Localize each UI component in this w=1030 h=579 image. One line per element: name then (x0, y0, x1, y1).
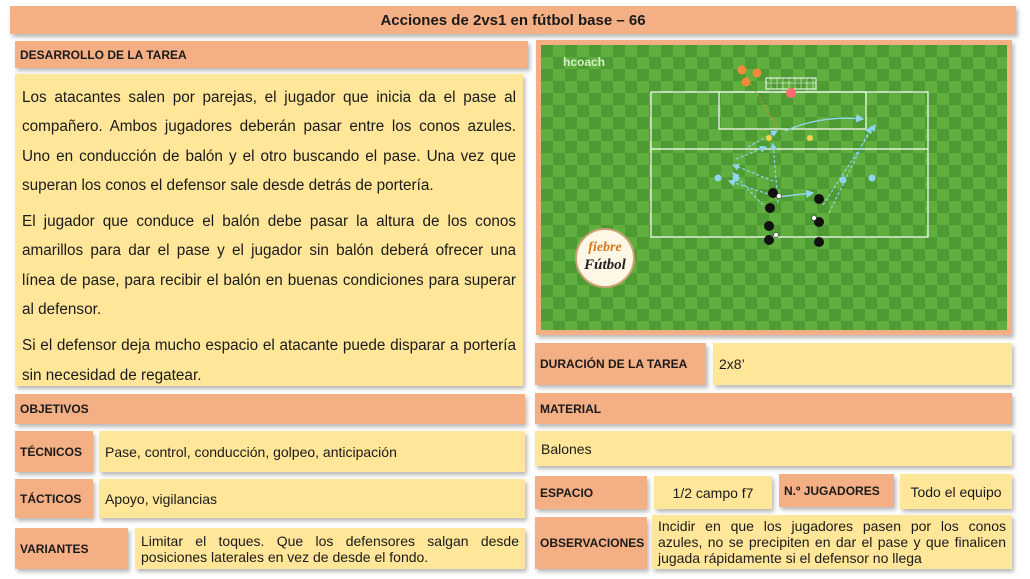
page-title: Acciones de 2vs1 en fútbol base – 66 (10, 6, 1016, 34)
jugadores-value: Todo el equipo (900, 474, 1012, 509)
jugadores-label: N.º JUGADORES (779, 474, 894, 507)
variantes-value: Limitar el toques. Que los defensores salgan desde posiciones laterales en vez de desde el fondo. (135, 528, 525, 569)
observaciones-label: OBSERVACIONES (535, 517, 647, 569)
duracion-value: 2x8’ (713, 343, 1012, 385)
fiebre-futbol-logo (576, 229, 634, 287)
desarrollo-paragraph-2: El jugador que conduce el balón debe pasar la altura de los conos amarillos para dar el pase y el jugador sin balón deberá ofrecer una línea de pase, para recibir el balón en buenas condiciones para superar al defensor. (22, 213, 516, 319)
desarrollo-paragraph-1: Los atacantes salen por parejas, el jugador que inicia da el pase al compañero. Ambos jugadores deberán pasar entre los conos azules. Uno en conducción de balón y el otro buscando el pase. Una vez que superan los conos el defensor sale desde detrás de portería. (22, 89, 516, 194)
material-value: Balones (535, 431, 1012, 466)
tacticos-label: TÁCTICOS (15, 479, 93, 518)
espacio-value: 1/2 campo f7 (654, 476, 772, 509)
drill-diagram (536, 40, 1012, 335)
tecnicos-label: TÉCNICOS (15, 431, 93, 472)
observaciones-value: Incidir en que los jugadores pasen por los conos azules, no se precipiten en dar el pase y que finalicen jugada rápidamente si el defensor no llega (652, 515, 1012, 569)
svg-text:fiebre: fiebre (588, 240, 622, 255)
defender (786, 88, 796, 98)
duracion-label: DURACIÓN DE LA TAREA (535, 343, 706, 385)
material-header: MATERIAL (535, 393, 1012, 424)
espacio-label: ESPACIO (535, 476, 647, 509)
desarrollo-header: DESARROLLO DE LA TAREA (15, 41, 528, 68)
svg-text:Fútbol: Fútbol (584, 257, 626, 273)
tacticos-value: Apoyo, vigilancias (99, 479, 525, 518)
desarrollo-paragraph-3: Si el defensor deja mucho espacio el atacante puede disparar a portería sin necesidad de regatear. (22, 337, 516, 384)
tecnicos-value: Pase, control, conducción, golpeo, anticipación (99, 431, 525, 472)
objetivos-header: OBJETIVOS (15, 394, 525, 424)
brand-watermark: hcoach (563, 55, 606, 69)
pitch-diagram (541, 45, 1007, 330)
variantes-label: VARIANTES (15, 528, 128, 569)
desarrollo-text (15, 74, 523, 386)
